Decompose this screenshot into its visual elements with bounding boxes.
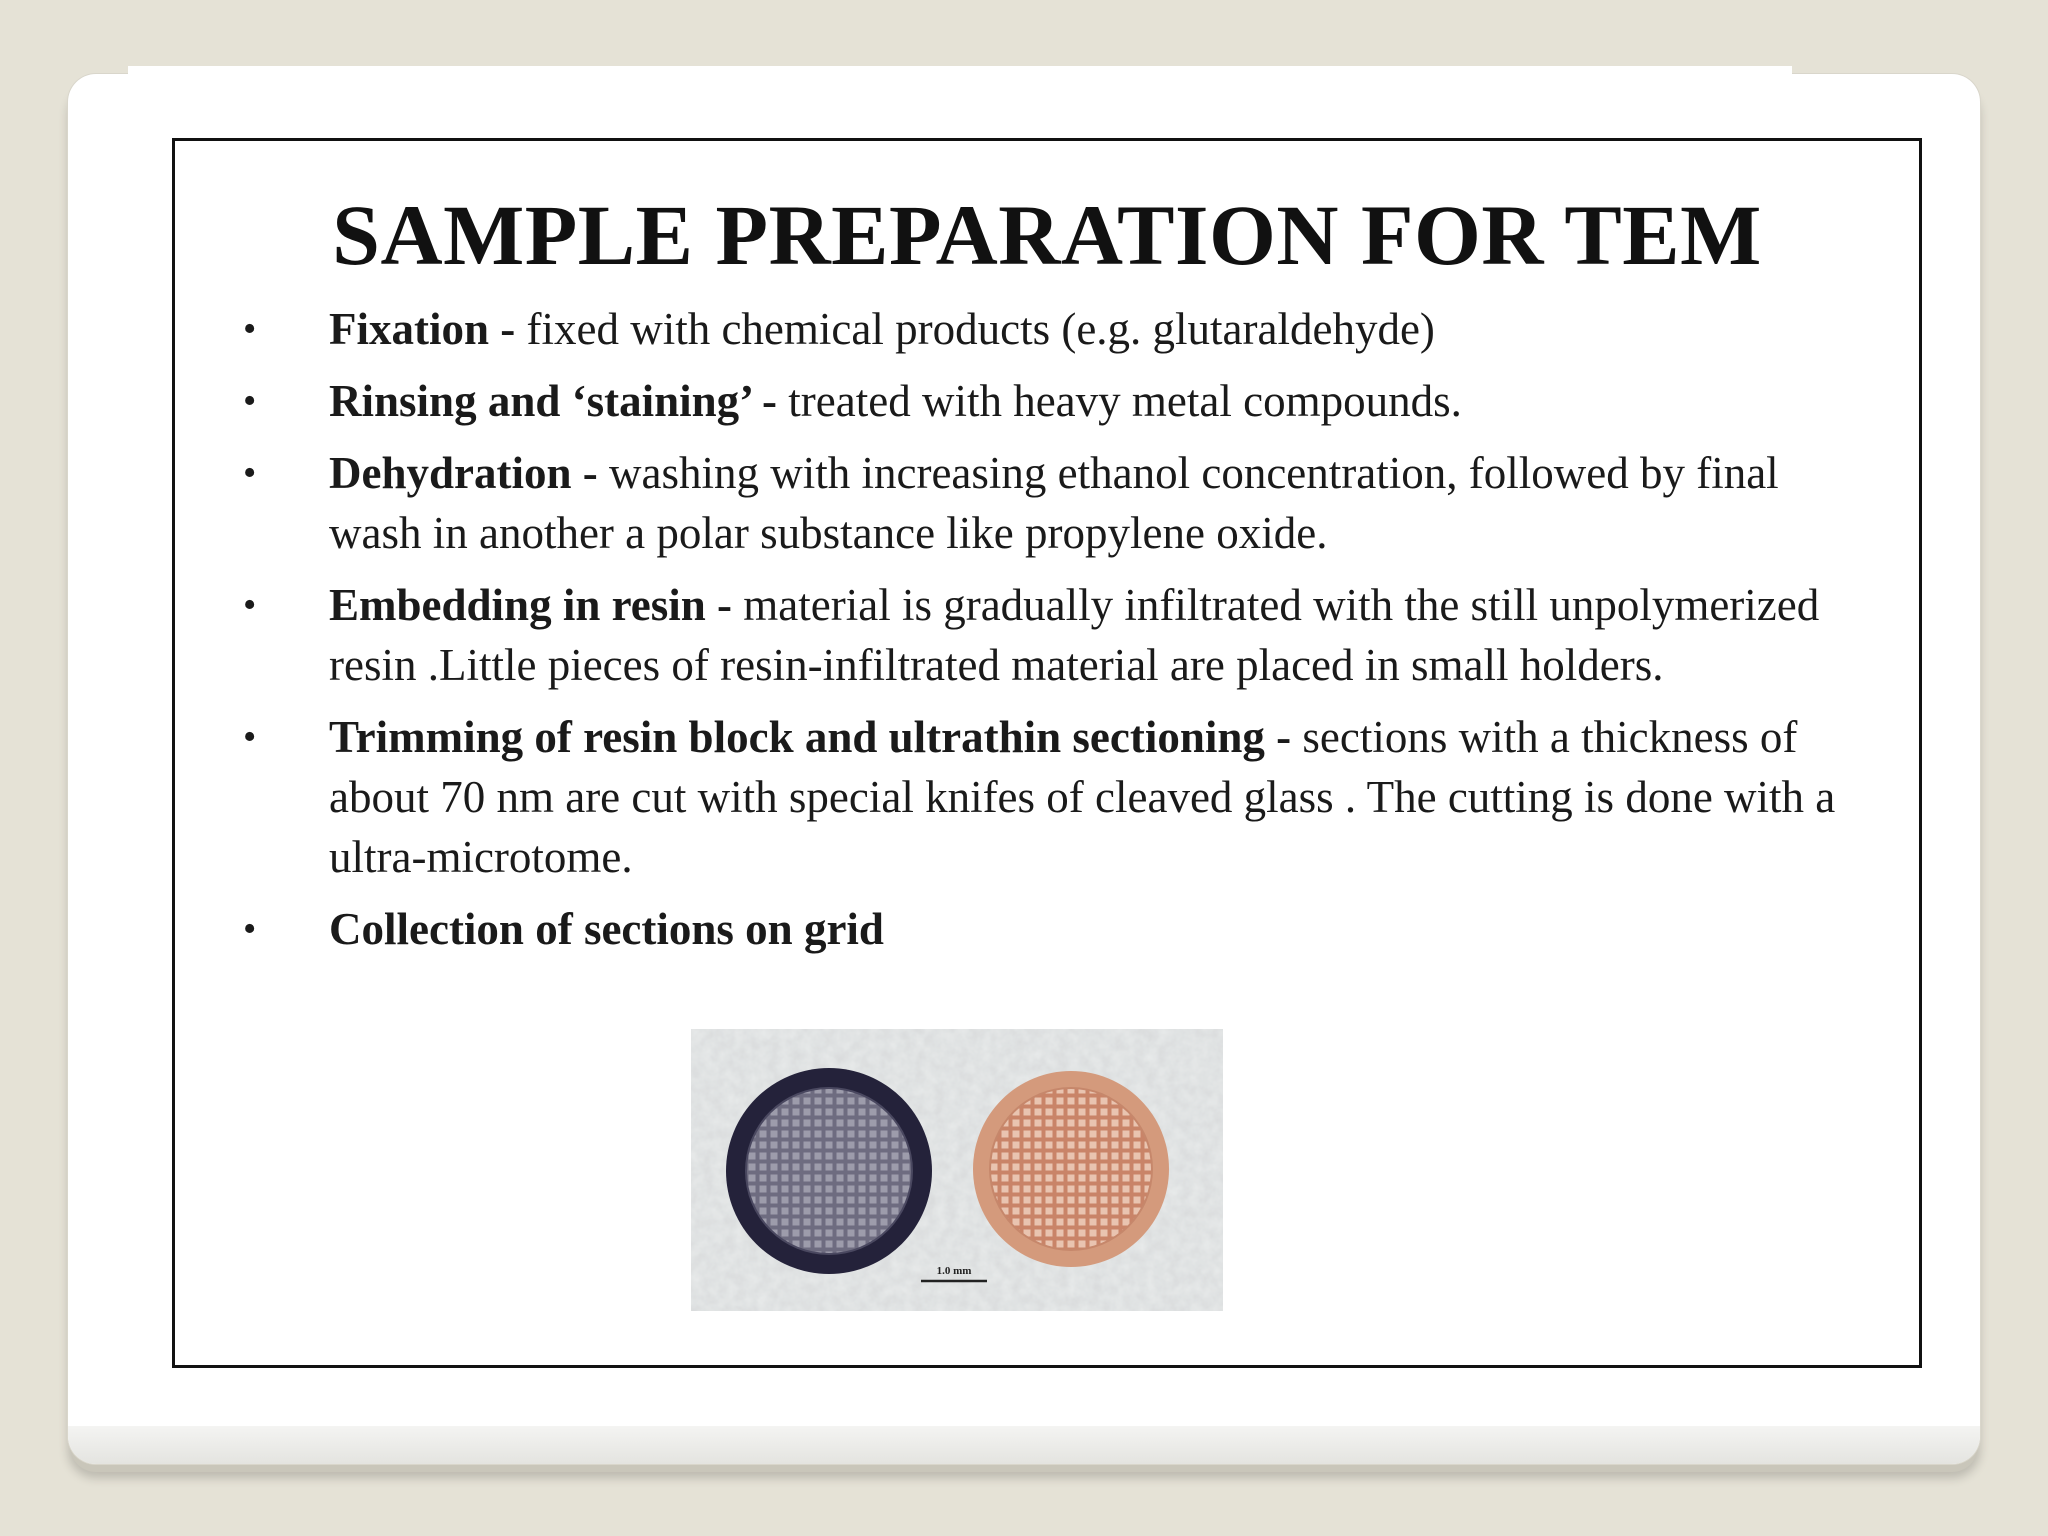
- bullet-item: [239, 575, 1839, 695]
- bullet-item: [239, 899, 1839, 959]
- bullet-item: [239, 299, 1839, 359]
- scale-label: 1.0 mm: [936, 1265, 972, 1277]
- bullet-dot-icon: •: [243, 908, 257, 950]
- bullet-item: [239, 371, 1839, 431]
- bullet-text: material is gradually infiltrated with the still unpolymerized resin .Little pieces of resin-infiltrated material are placed in small holders.: [329, 580, 1820, 690]
- bullet-term: Rinsing and ‘staining’ -: [329, 376, 789, 426]
- bullet-dot-icon: •: [243, 308, 257, 350]
- bullet-dot-icon: •: [243, 716, 257, 758]
- tem-grids-photo: [691, 1029, 1223, 1311]
- tem-grids-illustration: [691, 1029, 1223, 1311]
- bullet-dot-icon: •: [243, 452, 257, 494]
- bullet-text: sections with a thickness of about 70 nm are cut with special knifes of cleaved glass . The cutting is done with a ultra-microtome.: [329, 712, 1836, 882]
- bullet-text: fixed with chemical products (e.g. glutaraldehyde): [526, 304, 1435, 354]
- bullet-list: [239, 299, 1839, 971]
- bullet-term: Dehydration -: [329, 448, 609, 498]
- bullet-text: treated with heavy metal compounds.: [788, 376, 1462, 426]
- slide-title: SAMPLE PREPARATION FOR TEM: [332, 187, 1762, 283]
- bullet-term: Embedding in resin -: [329, 580, 744, 630]
- bullet-dot-icon: •: [243, 380, 257, 422]
- bullet-term: Fixation -: [329, 304, 527, 354]
- bullet-term: Trimming of resin block and ultrathin sectioning -: [329, 712, 1303, 762]
- slide-frame: [172, 138, 1922, 1368]
- bullet-term: Collection of sections on grid: [329, 904, 884, 954]
- bullet-item: [239, 707, 1839, 887]
- bullet-item: [239, 443, 1839, 563]
- bullet-text: washing with increasing ethanol concentration, followed by final wash in another a polar substance like propylene oxide.: [329, 448, 1779, 558]
- bullet-dot-icon: •: [243, 584, 257, 626]
